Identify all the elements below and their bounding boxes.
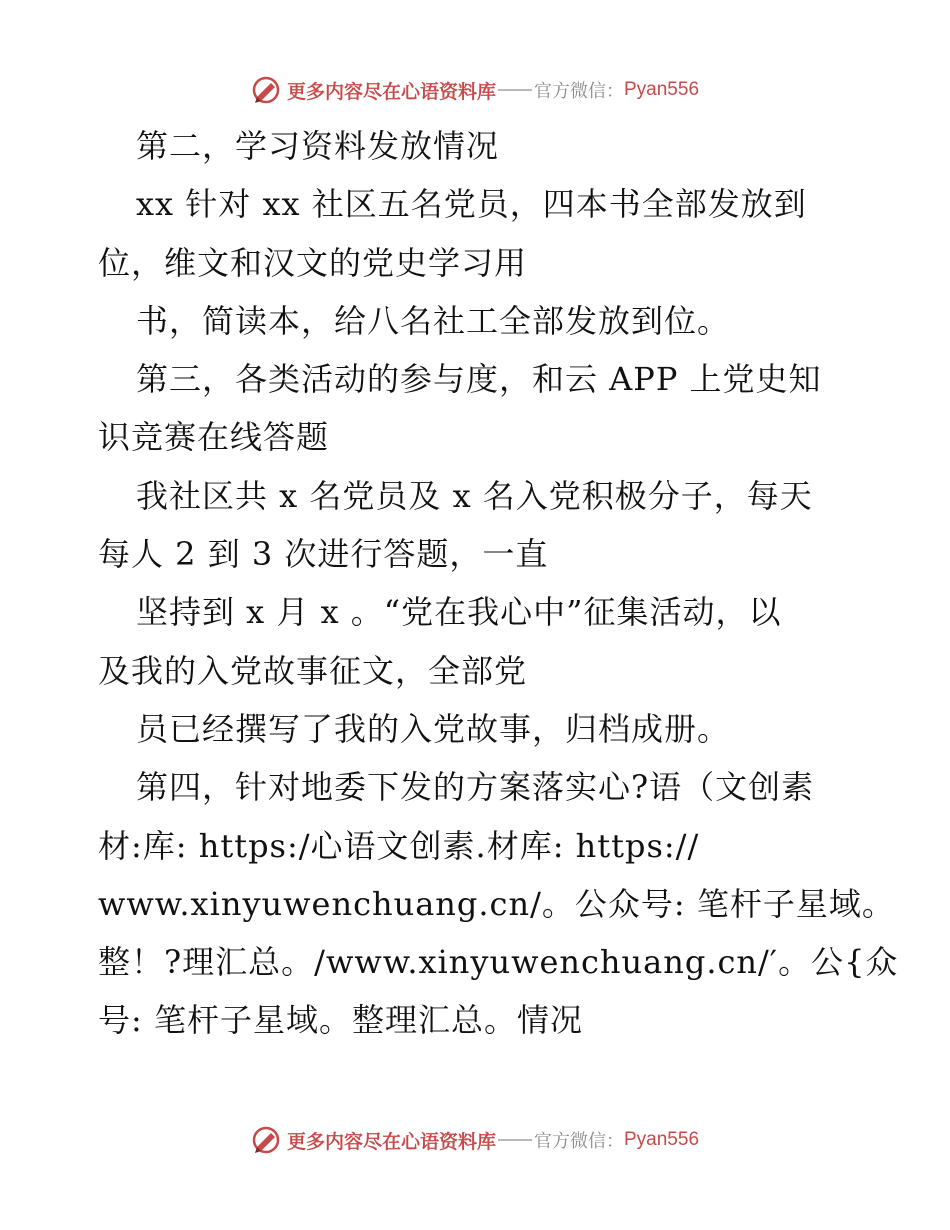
text-line: 第四，针对地委下发的方案落实心?语（文创素 [136, 768, 815, 807]
document-body [98, 117, 899, 1050]
text-line: xx 针对 xx 社区五名党员，四本书全部发放到 [136, 185, 807, 224]
text-line: 我社区共 x 名党员及 x 名入党积极分子，每天 [136, 476, 813, 515]
text-line: 书，简读本，给八名社工全部发放到位。 [136, 301, 731, 340]
text-line: 每人 2 到 3 次进行答题，一直 [98, 535, 549, 574]
text-line: 号: 笔杆子星域。整理汇总。情况 [98, 1001, 583, 1040]
banner-contact-label: 官方微信： [534, 1131, 624, 1152]
banner-title: 更多内容尽在心语资料库 [286, 80, 496, 103]
banner-title: 更多内容尽在心语资料库 [286, 1130, 496, 1153]
text-line: 识竞赛在线答题 [98, 418, 330, 457]
banner-contact-label: 官方微信： [534, 81, 624, 102]
pen-logo-icon [251, 1125, 281, 1155]
banner-separator [498, 89, 532, 91]
banner-contact-id: Pyan556 [624, 1129, 700, 1150]
text-line: 坚持到 x 月 x 。“党在我心中”征集活动，以 [136, 593, 782, 632]
text-line: 第二，学习资料发放情况 [136, 127, 500, 165]
text-line: 及我的入党故事征文，全部党 [98, 651, 528, 690]
text-line: 整！?理汇总。/www.xinyuwenchuang.cn/′。公{众 [98, 943, 899, 982]
banner-contact-id: Pyan556 [624, 79, 700, 100]
text-line: 位，维文和汉文的党史学习用 [98, 243, 528, 282]
header-banner [0, 70, 950, 110]
footer-banner [0, 1120, 950, 1160]
banner-separator [498, 1139, 532, 1141]
text-line: 第三，各类活动的参与度，和云 APP 上党史知 [136, 360, 822, 399]
text-line: 材:库: https:/心语文创素.材库: https:// [98, 826, 700, 865]
pen-logo-icon [251, 75, 281, 105]
text-line: www.xinyuwenchuang.cn/。公众号: 笔杆子星域。 [98, 884, 895, 923]
text-line: 员已经撰写了我的入党故事，归档成册。 [136, 709, 731, 748]
